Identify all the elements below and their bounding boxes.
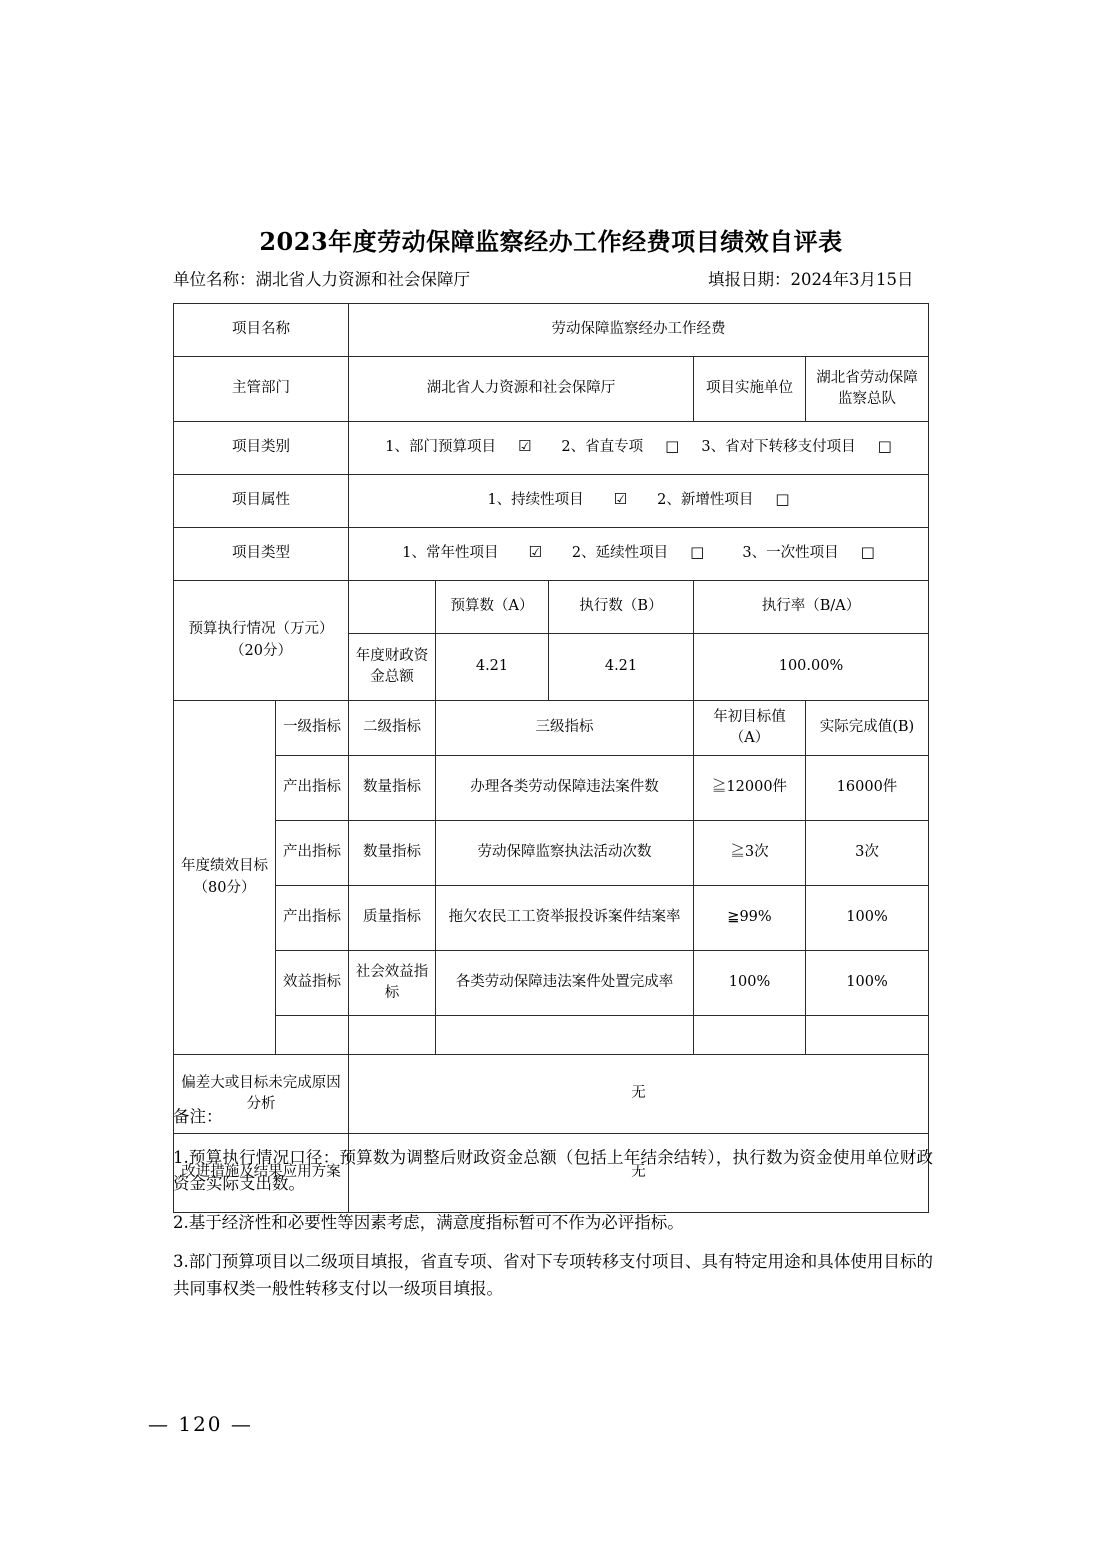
indicator-4-level3: 各类劳动保障违法案件处置完成率 <box>436 951 694 1016</box>
indicator-3-level2: 质量指标 <box>349 886 436 951</box>
note-item-2: 2.基于经济性和必要性等因素考虑，满意度指标暂可不作为必评指标。 <box>173 1213 684 1233</box>
indicator-3-level1: 产出指标 <box>276 886 349 951</box>
budget-value-b: 4.21 <box>549 634 694 701</box>
indicator-3-level3: 拖欠农民工工资举报投诉案件结案率 <box>436 886 694 951</box>
deviation-analysis-value: 无 <box>349 1055 929 1134</box>
report-date-value: 2024年3月15日 <box>790 270 914 289</box>
indicator-2-actual: 3次 <box>806 821 929 886</box>
category-option-1-text: 1、部门预算项目 <box>385 439 496 456</box>
category-option-2-text: 2、省直专项 <box>561 439 644 456</box>
table-row-project-attribute <box>174 475 929 528</box>
project-type-label: 项目类型 <box>174 528 349 581</box>
note-item-1: 1.预算执行情况口径：预算数为调整后财政资金总额（包括上年结余结转），执行数为资金使用单位财政资金实际支出数。 <box>173 1147 933 1194</box>
budget-value-a: 4.21 <box>436 634 549 701</box>
budget-execution-label-line1: 预算执行情况（万元） <box>188 621 334 638</box>
category-option-3-text: 3、省对下转移支付项目 <box>701 439 856 456</box>
indicator-5-level3 <box>436 1016 694 1055</box>
department-value: 湖北省人力资源和社会保障厅 <box>349 357 694 422</box>
improvement-measures-label: 改进措施及结果应用方案 <box>174 1134 349 1213</box>
indicator-2-target: ≧3次 <box>694 821 806 886</box>
implementing-unit-value: 湖北省劳动保障监察总队 <box>806 357 929 422</box>
indicator-1-actual: 16000件 <box>806 756 929 821</box>
budget-value-rate: 100.00% <box>694 634 929 701</box>
category-option-3-checkbox[interactable]: □ <box>877 437 892 456</box>
unit-name-label: 单位名称： <box>173 270 256 289</box>
page-number: — 120 — <box>148 1412 253 1436</box>
level1-indicator-header: 一级指标 <box>276 701 349 756</box>
implementing-unit-label: 项目实施单位 <box>694 357 806 422</box>
budget-column-b-header: 执行数（B） <box>549 581 694 634</box>
type-option-1-text: 1、常年性项目 <box>402 545 499 562</box>
project-category-label: 项目类别 <box>174 422 349 475</box>
unit-name-value: 湖北省人力资源和社会保障厅 <box>255 270 470 289</box>
department-label: 主管部门 <box>174 357 349 422</box>
indicator-4-level2: 社会效益指标 <box>349 951 436 1016</box>
indicator-5-target <box>694 1016 806 1055</box>
budget-execution-label <box>174 581 349 701</box>
indicator-4-level1: 效益指标 <box>276 951 349 1016</box>
actual-value-header: 实际完成值(B) <box>806 701 929 756</box>
unit-name-field <box>173 266 470 290</box>
type-option-1-checkbox[interactable]: ☑ <box>528 543 542 562</box>
indicator-2-level2: 数量指标 <box>349 821 436 886</box>
type-option-3-checkbox[interactable]: □ <box>860 543 875 562</box>
project-attribute-label: 项目属性 <box>174 475 349 528</box>
indicator-4-target: 100% <box>694 951 806 1016</box>
indicator-2-level1: 产出指标 <box>276 821 349 886</box>
project-type-options <box>349 528 929 581</box>
report-date-label: 填报日期： <box>708 270 791 289</box>
performance-self-evaluation-table <box>173 303 929 1213</box>
table-row-budget-header <box>174 581 929 634</box>
budget-blank-header <box>349 581 436 634</box>
table-row-department <box>174 357 929 422</box>
target-value-header: 年初目标值（A） <box>694 701 806 756</box>
performance-goal-label-line1: 年度绩效目标 <box>181 858 268 875</box>
table-row-indicator <box>174 821 929 886</box>
project-attribute-options <box>349 475 929 528</box>
table-row-project-type <box>174 528 929 581</box>
category-option-2-checkbox[interactable]: □ <box>665 437 680 456</box>
attribute-option-2-checkbox[interactable]: □ <box>775 490 790 509</box>
indicator-1-level3: 办理各类劳动保障违法案件数 <box>436 756 694 821</box>
indicator-1-level2: 数量指标 <box>349 756 436 821</box>
table-row-indicator <box>174 886 929 951</box>
indicator-3-actual: 100% <box>806 886 929 951</box>
notes-section <box>173 1104 933 1314</box>
table-row-performance-header <box>174 701 929 756</box>
note-item-3: 3.部门预算项目以二级项目填报，省直专项、省对下专项转移支付项目、具有特定用途和具体使用目标的共同事权类一般性转移支付以一级项目填报。 <box>173 1251 933 1298</box>
attribute-option-1-checkbox[interactable]: ☑ <box>613 490 628 509</box>
budget-rate-header: 执行率（B/A） <box>694 581 929 634</box>
table-row-indicator-empty <box>174 1016 929 1055</box>
project-category-options <box>349 422 929 475</box>
indicator-5-level2 <box>349 1016 436 1055</box>
report-date-field <box>708 266 914 290</box>
indicator-5-actual <box>806 1016 929 1055</box>
budget-column-a-header: 预算数（A） <box>436 581 549 634</box>
budget-row-label: 年度财政资金总额 <box>349 634 436 701</box>
indicator-3-target: ≧99% <box>694 886 806 951</box>
indicator-1-level1: 产出指标 <box>276 756 349 821</box>
table-row-project-name <box>174 304 929 357</box>
table-row-indicator <box>174 756 929 821</box>
deviation-analysis-label: 偏差大或目标未完成原因分析 <box>174 1055 349 1134</box>
type-option-2-text: 2、延续性项目 <box>571 545 669 562</box>
type-option-2-checkbox[interactable]: □ <box>690 543 705 562</box>
project-name-label: 项目名称 <box>174 304 349 357</box>
table-row-project-category <box>174 422 929 475</box>
budget-execution-label-line2: （20分） <box>230 642 292 659</box>
page-title: 2023年度劳动保障监察经办工作经费项目绩效自评表 <box>259 227 843 256</box>
project-name-value: 劳动保障监察经办工作经费 <box>349 304 929 357</box>
attribute-option-1-text: 1、持续性项目 <box>487 492 584 509</box>
document-header <box>173 266 928 290</box>
attribute-option-2-text: 2、新增性项目 <box>657 492 754 509</box>
notes-heading: 备注： <box>173 1107 223 1126</box>
table-row-indicator <box>174 951 929 1016</box>
category-option-1-checkbox[interactable]: ☑ <box>517 437 532 456</box>
performance-goal-label <box>174 701 276 1055</box>
level3-indicator-header: 三级指标 <box>436 701 694 756</box>
indicator-2-level3: 劳动保障监察执法活动次数 <box>436 821 694 886</box>
indicator-5-level1 <box>276 1016 349 1055</box>
level2-indicator-header: 二级指标 <box>349 701 436 756</box>
indicator-1-target: ≧12000件 <box>694 756 806 821</box>
indicator-4-actual: 100% <box>806 951 929 1016</box>
improvement-measures-value: 无 <box>349 1134 929 1213</box>
type-option-3-text: 3、一次性项目 <box>742 545 839 562</box>
performance-goal-label-line2: （80分） <box>193 879 256 896</box>
